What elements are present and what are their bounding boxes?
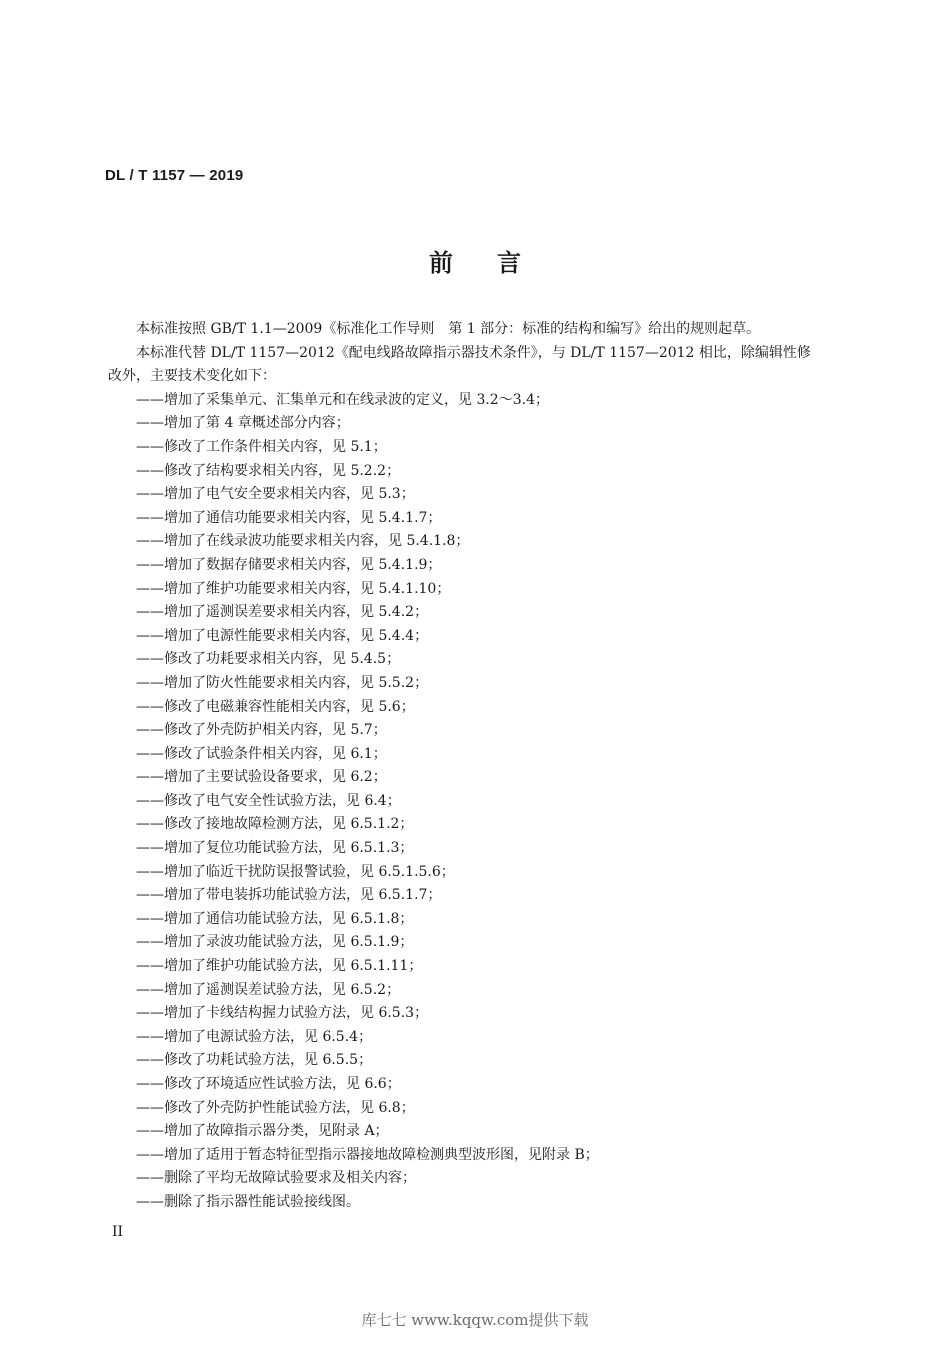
change-item: ——增加了遥测误差要求相关内容，见 5.4.2；	[136, 604, 429, 621]
change-item: ——增加了第 4 章概述部分内容；	[136, 415, 350, 432]
change-item: ——增加了维护功能要求相关内容，见 5.4.1.10；	[136, 580, 451, 597]
change-item: ——修改了环境适应性试验方法，见 6.6；	[136, 1076, 401, 1092]
change-item: ——增加了复位功能试验方法，见 6.5.1.3；	[136, 840, 414, 857]
change-item: ——修改了功耗试验方法，见 6.5.5；	[136, 1052, 373, 1069]
change-item: ——增加了通信功能要求相关内容，见 5.4.1.7；	[136, 509, 442, 526]
change-item: ——增加了临近干扰防误报警试验，见 6.5.1.5.6；	[136, 863, 455, 880]
change-item: ——增加了带电装拆功能试验方法，见 6.5.1.7；	[136, 887, 442, 904]
change-item: ——修改了外壳防护相关内容，见 5.7；	[136, 722, 387, 739]
change-item: ——增加了电气安全要求相关内容，见 5.3；	[136, 486, 415, 503]
change-item: ——增加了电源性能要求相关内容，见 5.4.4；	[136, 627, 429, 644]
download-watermark: 库七七 www.kqqw.com提供下载	[361, 1311, 589, 1329]
paragraph-drafting-rules: 本标准按照 GB/T 1.1—2009《标准化工作导则 第 1 部分：标准的结构和编写》给出的规则起草。	[136, 321, 761, 337]
page-title: 前言	[429, 249, 565, 277]
change-item: ——删除了指示器性能试验接线图。	[136, 1193, 360, 1210]
change-item: ——修改了电磁兼容性能相关内容，见 5.6；	[136, 698, 415, 715]
change-item: ——修改了功耗要求相关内容，见 5.4.5；	[136, 651, 401, 668]
change-item: ——增加了在线录波功能要求相关内容，见 5.4.1.8；	[136, 533, 470, 550]
change-item: ——修改了外壳防护性能试验方法，见 6.8；	[136, 1099, 415, 1116]
change-item: ——增加了遥测误差试验方法，见 6.5.2；	[136, 981, 401, 998]
change-item: ——删除了平均无故障试验要求及相关内容；	[136, 1170, 416, 1187]
standard-code: DL / T 1157 — 2019	[105, 167, 244, 184]
change-item: ——增加了数据存储要求相关内容，见 5.4.1.9；	[136, 556, 442, 573]
change-item: ——增加了卡线结构握力试验方法，见 6.5.3；	[136, 1005, 429, 1022]
change-item: ——增加了电源试验方法，见 6.5.4；	[136, 1028, 373, 1045]
change-item: ——增加了维护功能试验方法，见 6.5.1.11；	[136, 958, 423, 975]
change-item: ——修改了电气安全性试验方法，见 6.4；	[136, 792, 401, 809]
change-item: ——增加了采集单元、汇集单元和在线录波的定义，见 3.2～3.4；	[136, 391, 549, 408]
change-item: ——修改了接地故障检测方法，见 6.5.1.2；	[136, 816, 414, 833]
change-item: ——修改了结构要求相关内容，见 5.2.2；	[136, 462, 401, 479]
change-item: ——修改了工作条件相关内容，见 5.1；	[136, 438, 387, 455]
change-item: ——增加了通信功能试验方法，见 6.5.1.8；	[136, 910, 414, 927]
paragraph-replacement: 本标准代替 DL/T 1157—2012《配电线路故障指示器技术条件》，与 DL/T 1157—2012 相比，除编辑性修改外，主要技术变化如下：	[108, 344, 811, 385]
change-item: ——增加了适用于暂态特征型指示器接地故障检测典型波形图，见附录 B；	[136, 1146, 599, 1163]
document-body	[108, 318, 818, 1215]
change-item: ——增加了防火性能要求相关内容，见 5.5.2；	[136, 674, 429, 691]
changes-list	[108, 389, 818, 1215]
page-number: II	[112, 1224, 124, 1240]
change-item: ——修改了试验条件相关内容，见 6.1；	[136, 745, 387, 762]
change-item: ——增加了故障指示器分类，见附录 A；	[136, 1123, 389, 1140]
change-item: ——增加了主要试验设备要求，见 6.2；	[136, 769, 387, 786]
change-item: ——增加了录波功能试验方法，见 6.5.1.9；	[136, 934, 414, 951]
